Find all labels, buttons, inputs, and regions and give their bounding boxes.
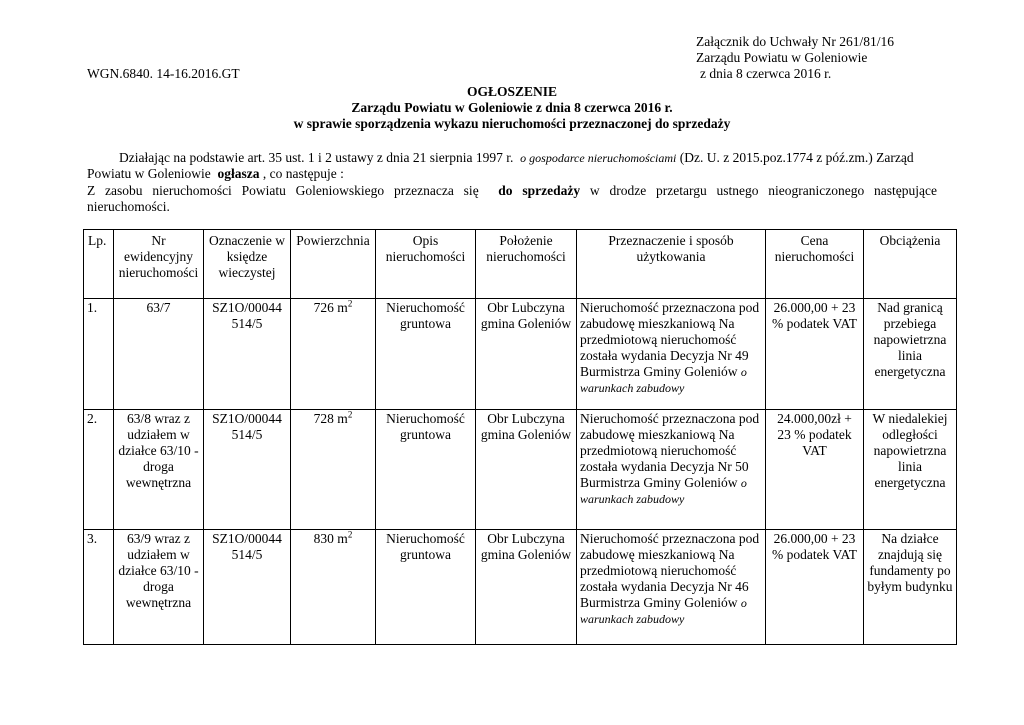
row-area-value: 728 m bbox=[313, 411, 348, 426]
row-parcel-number: 63/7 bbox=[114, 299, 204, 410]
intro-paragraph-line-1 bbox=[87, 150, 937, 166]
row-area-unit-sup: 2 bbox=[347, 409, 353, 420]
announcement-subject: w sprawie sporządzenia wykazu nieruchomości przeznaczonej do sprzedaży bbox=[293, 116, 731, 131]
header-lp: Lp. bbox=[84, 230, 114, 299]
row-area-unit-sup: 2 bbox=[347, 529, 353, 540]
row-encumbrances: Nad granicą przebiega napowietrzna linia energetyczna bbox=[864, 299, 957, 410]
announcement-issuer: Zarządu Powiatu w Goleniowie z dnia 8 czerwca 2016 r. bbox=[351, 100, 673, 115]
header-purpose: Przeznaczenie i sposób użytkowania bbox=[577, 230, 766, 299]
row-area-value: 830 m bbox=[313, 531, 348, 546]
intro-act-citation: (Dz. U. z 2015.poz.1774 z póź.zm.) Zarząd bbox=[679, 150, 914, 165]
row-parcel-number: 63/8 wraz z udziałem w działce 63/10 - droga wewnętrzna bbox=[114, 410, 204, 530]
table-row bbox=[84, 299, 957, 410]
intro-for-sale: do sprzedaży bbox=[498, 183, 581, 198]
row-land-register: SZ1O/00044 514/5 bbox=[204, 530, 291, 645]
row-price: 24.000,00zł + 23 % podatek VAT bbox=[766, 410, 864, 530]
header-encumbrances: Obciążenia bbox=[864, 230, 957, 299]
table-header-row bbox=[84, 230, 957, 299]
header-location: Położenie nieruchomości bbox=[476, 230, 577, 299]
intro-announces: ogłasza bbox=[217, 166, 260, 181]
announcement-heading: OGŁOSZENIE bbox=[466, 84, 558, 99]
row-area bbox=[291, 410, 376, 530]
row-purpose-italic: o warunkach zabudowy bbox=[580, 365, 747, 395]
row-location: Obr Lubczyna gmina Goleniów bbox=[476, 530, 577, 645]
header-description: Opis nieruchomości bbox=[376, 230, 476, 299]
row-location: Obr Lubczyna gmina Goleniów bbox=[476, 299, 577, 410]
table-row bbox=[84, 530, 957, 645]
row-land-register: SZ1O/00044 514/5 bbox=[204, 299, 291, 410]
row-lp: 1. bbox=[84, 299, 114, 410]
intro-follows: , co następuje : bbox=[262, 166, 344, 181]
intro-tender-type: w drodze przetargu ustnego nieograniczonego następujące bbox=[589, 183, 938, 198]
intro-resource: Z zasobu nieruchomości Powiatu Goleniowskiego przeznacza się bbox=[87, 183, 479, 198]
row-lp: 3. bbox=[84, 530, 114, 645]
row-purpose-italic: o warunkach zabudowy bbox=[580, 476, 747, 506]
header-parcel-number: Nr ewidencyjny nieruchomości bbox=[114, 230, 204, 299]
intro-paragraph-line-2 bbox=[87, 166, 937, 182]
appendix-line-2: Zarządu Powiatu w Goleniowie bbox=[696, 50, 868, 65]
appendix-line-1: Załącznik do Uchwały Nr 261/81/16 bbox=[696, 34, 894, 49]
appendix-line-3: z dnia 8 czerwca 2016 r. bbox=[700, 66, 832, 81]
intro-board: Powiatu w Goleniowie bbox=[87, 166, 211, 181]
row-purpose-text: Nieruchomość przeznaczona pod zabudowę mieszkaniową Na przedmiotową nieruchomość została wydania Decyzja Nr 50 Burmistrza Gminy Goleniów bbox=[580, 411, 760, 490]
row-description: Nieruchomość gruntowa bbox=[376, 299, 476, 410]
row-description: Nieruchomość gruntowa bbox=[376, 530, 476, 645]
header-land-register: Oznaczenie w księdze wieczystej bbox=[204, 230, 291, 299]
row-price: 26.000,00 + 23 % podatek VAT bbox=[766, 530, 864, 645]
header-area: Powierzchnia bbox=[291, 230, 376, 299]
property-table bbox=[83, 229, 957, 645]
appendix-reference bbox=[696, 34, 1016, 82]
header-price: Cena nieruchomości bbox=[766, 230, 864, 299]
row-area bbox=[291, 299, 376, 410]
document-number: WGN.6840. 14-16.2016.GT bbox=[87, 66, 240, 81]
intro-paragraph-line-3 bbox=[87, 183, 937, 199]
row-purpose-text: Nieruchomość przeznaczona pod zabudowę mieszkaniową Na przedmiotową nieruchomość została wydania Decyzja Nr 46 Burmistrza Gminy Goleniów bbox=[580, 531, 760, 610]
table-row bbox=[84, 410, 957, 530]
row-encumbrances: Na działce znajdują się fundamenty po byłym budynku bbox=[864, 530, 957, 645]
row-purpose-italic: o warunkach zabudowy bbox=[580, 596, 747, 626]
row-lp: 2. bbox=[84, 410, 114, 530]
intro-act-title: o gospodarce nieruchomościami bbox=[520, 151, 677, 165]
row-purpose bbox=[577, 299, 766, 410]
row-location: Obr Lubczyna gmina Goleniów bbox=[476, 410, 577, 530]
row-purpose bbox=[577, 530, 766, 645]
intro-paragraph-line-4: nieruchomości. bbox=[87, 199, 170, 214]
row-land-register: SZ1O/00044 514/5 bbox=[204, 410, 291, 530]
row-area-unit-sup: 2 bbox=[347, 298, 353, 309]
row-purpose-text: Nieruchomość przeznaczona pod zabudowę mieszkaniową Na przedmiotową nieruchomość została wydania Decyzja Nr 49 Burmistrza Gminy Goleniów bbox=[580, 300, 760, 379]
row-area bbox=[291, 530, 376, 645]
row-parcel-number: 63/9 wraz z udziałem w działce 63/10 - droga wewnętrzna bbox=[114, 530, 204, 645]
row-price: 26.000,00 + 23 % podatek VAT bbox=[766, 299, 864, 410]
row-description: Nieruchomość gruntowa bbox=[376, 410, 476, 530]
row-area-value: 726 m bbox=[313, 300, 348, 315]
row-encumbrances: W niedalekiej odległości napowietrzna linia energetyczna bbox=[864, 410, 957, 530]
row-purpose bbox=[577, 410, 766, 530]
intro-legal-basis: Działając na podstawie art. 35 ust. 1 i 2 ustawy z dnia 21 sierpnia 1997 r. bbox=[119, 150, 514, 165]
